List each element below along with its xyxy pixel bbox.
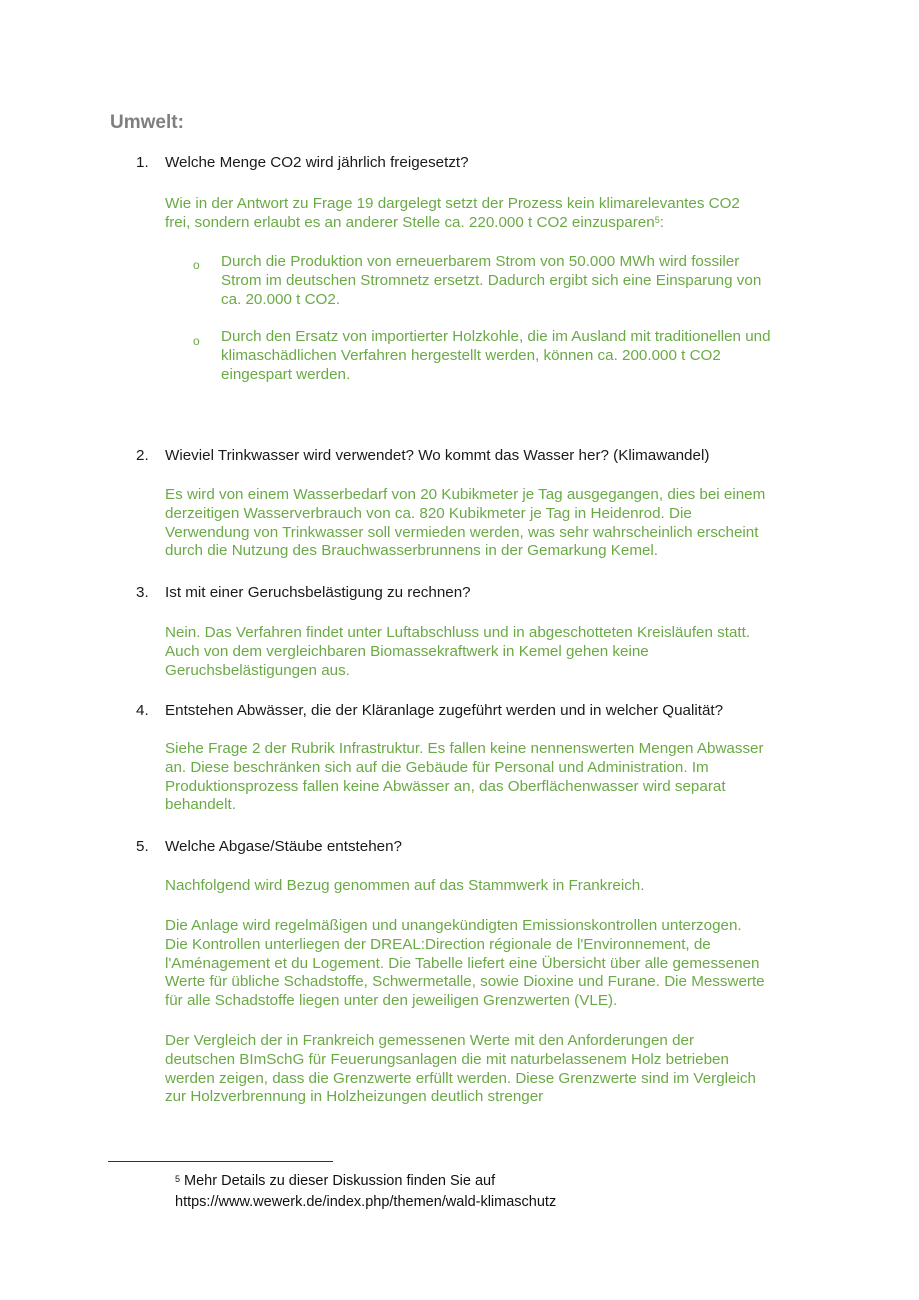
question-text: Ist mit einer Geruchsbelästigung zu rechnen? bbox=[165, 584, 471, 601]
bullet-item: Durch den Ersatz von importierter Holzkohle, die im Ausland mit traditionellen und klimaschädlichen Verfahren hergestellt werden, können ca. 200.000 t CO2 eingespart werden. bbox=[221, 328, 771, 383]
question-text: Welche Menge CO2 wird jährlich freigesetzt? bbox=[165, 154, 469, 171]
question-text: Wieviel Trinkwasser wird verwendet? Wo kommt das Wasser her? (Klimawandel) bbox=[165, 447, 710, 464]
footnote-separator bbox=[108, 1161, 333, 1162]
bullet-circle-icon: o bbox=[193, 334, 200, 348]
answer-text: : bbox=[659, 213, 664, 231]
question-number: 2. bbox=[136, 447, 149, 464]
answer-1 bbox=[165, 195, 825, 233]
answer-text: frei, sondern erlaubt es an anderer Stelle ca. 220.000 t CO2 einzusparen bbox=[165, 213, 655, 231]
footnote-reference[interactable]: 5 bbox=[654, 214, 660, 225]
question-number: 1. bbox=[136, 154, 149, 171]
question-text: Entstehen Abwässer, die der Kläranlage zugeführt werden und in welcher Qualität? bbox=[165, 702, 724, 719]
answer-line bbox=[165, 214, 825, 233]
footnote bbox=[175, 1171, 556, 1213]
answer-5-paragraph-2: Die Anlage wird regelmäßigen und unangekündigten Emissionskontrollen unterzogen. Die Kontrollen unterliegen der DREAL:Direction régionale de l'Environnement, de l'Aménagement et du Logement. Die Tabelle liefert eine Übersicht über alle gemessenen Werte für übliche Schadstoffe, Schwermetalle, sowie Dioxine und Furane. Die Messwerte für alle Schadstoffe liegen unter den jeweiligen Grenzwerten (VLE). bbox=[165, 917, 765, 1010]
question-number: 4. bbox=[136, 702, 149, 719]
question-text: Welche Abgase/Stäube entstehen? bbox=[165, 838, 402, 855]
section-heading: Umwelt: bbox=[110, 112, 184, 133]
answer-5-paragraph-1: Nachfolgend wird Bezug genommen auf das Stammwerk in Frankreich. bbox=[165, 877, 645, 894]
answer-3: Nein. Das Verfahren findet unter Luftabschluss und in abgeschotteten Kreisläufen statt. Auch von dem vergleichbaren Biomassekraftwerk in Kemel gehen keine Geruchsbelästigungen aus. bbox=[165, 624, 751, 679]
answer-line: Wie in der Antwort zu Frage 19 dargelegt setzt der Prozess kein klimarelevantes CO2 bbox=[165, 195, 740, 212]
footnote-number: 5 bbox=[175, 1174, 181, 1184]
answer-2: Es wird von einem Wasserbedarf von 20 Kubikmeter je Tag ausgegangen, dies bei einem derzeitigen Wasserverbrauch von ca. 820 Kubikmeter je Tag in Heidenrod. Die Verwendung von Trinkwasser soll vermieden werden, was sehr wahrscheinlich erscheint durch die Nutzung des Brauchwasserbrunnens in der Gemarkung Kemel. bbox=[165, 486, 766, 560]
answer-4: Siehe Frage 2 der Rubrik Infrastruktur. Es fallen keine nennenswerten Mengen Abwasser an. Diese beschränken sich auf die Gebäude für Personal und Administration. Im Produktionsprozess fallen keine Abwässer an, das Oberflächenwasser wird separat behandelt. bbox=[165, 740, 764, 814]
bullet-item: Durch die Produktion von erneuerbarem Strom von 50.000 MWh wird fossiler Strom im deutschen Stromnetz ersetzt. Dadurch ergibt sich eine Einsparung von ca. 20.000 t CO2. bbox=[221, 253, 762, 308]
question-number: 5. bbox=[136, 838, 149, 855]
footnote-text[interactable]: Mehr Details zu dieser Diskussion finden Sie auf https://www.wewerk.de/index.php/themen/wald-klimaschutz bbox=[175, 1173, 557, 1210]
question-number: 3. bbox=[136, 584, 149, 601]
answer-5-paragraph-3: Der Vergleich der in Frankreich gemessenen Werte mit den Anforderungen der deutschen BImSchG für Feuerungsanlagen die mit naturbelassenem Holz betrieben werden zeigen, dass die Grenzwerte erfüllt werden. Diese Grenzwerte sind im Vergleich zur Holzverbrennung in Holzheizungen deutlich strenger bbox=[165, 1032, 756, 1106]
bullet-circle-icon: o bbox=[193, 258, 200, 272]
